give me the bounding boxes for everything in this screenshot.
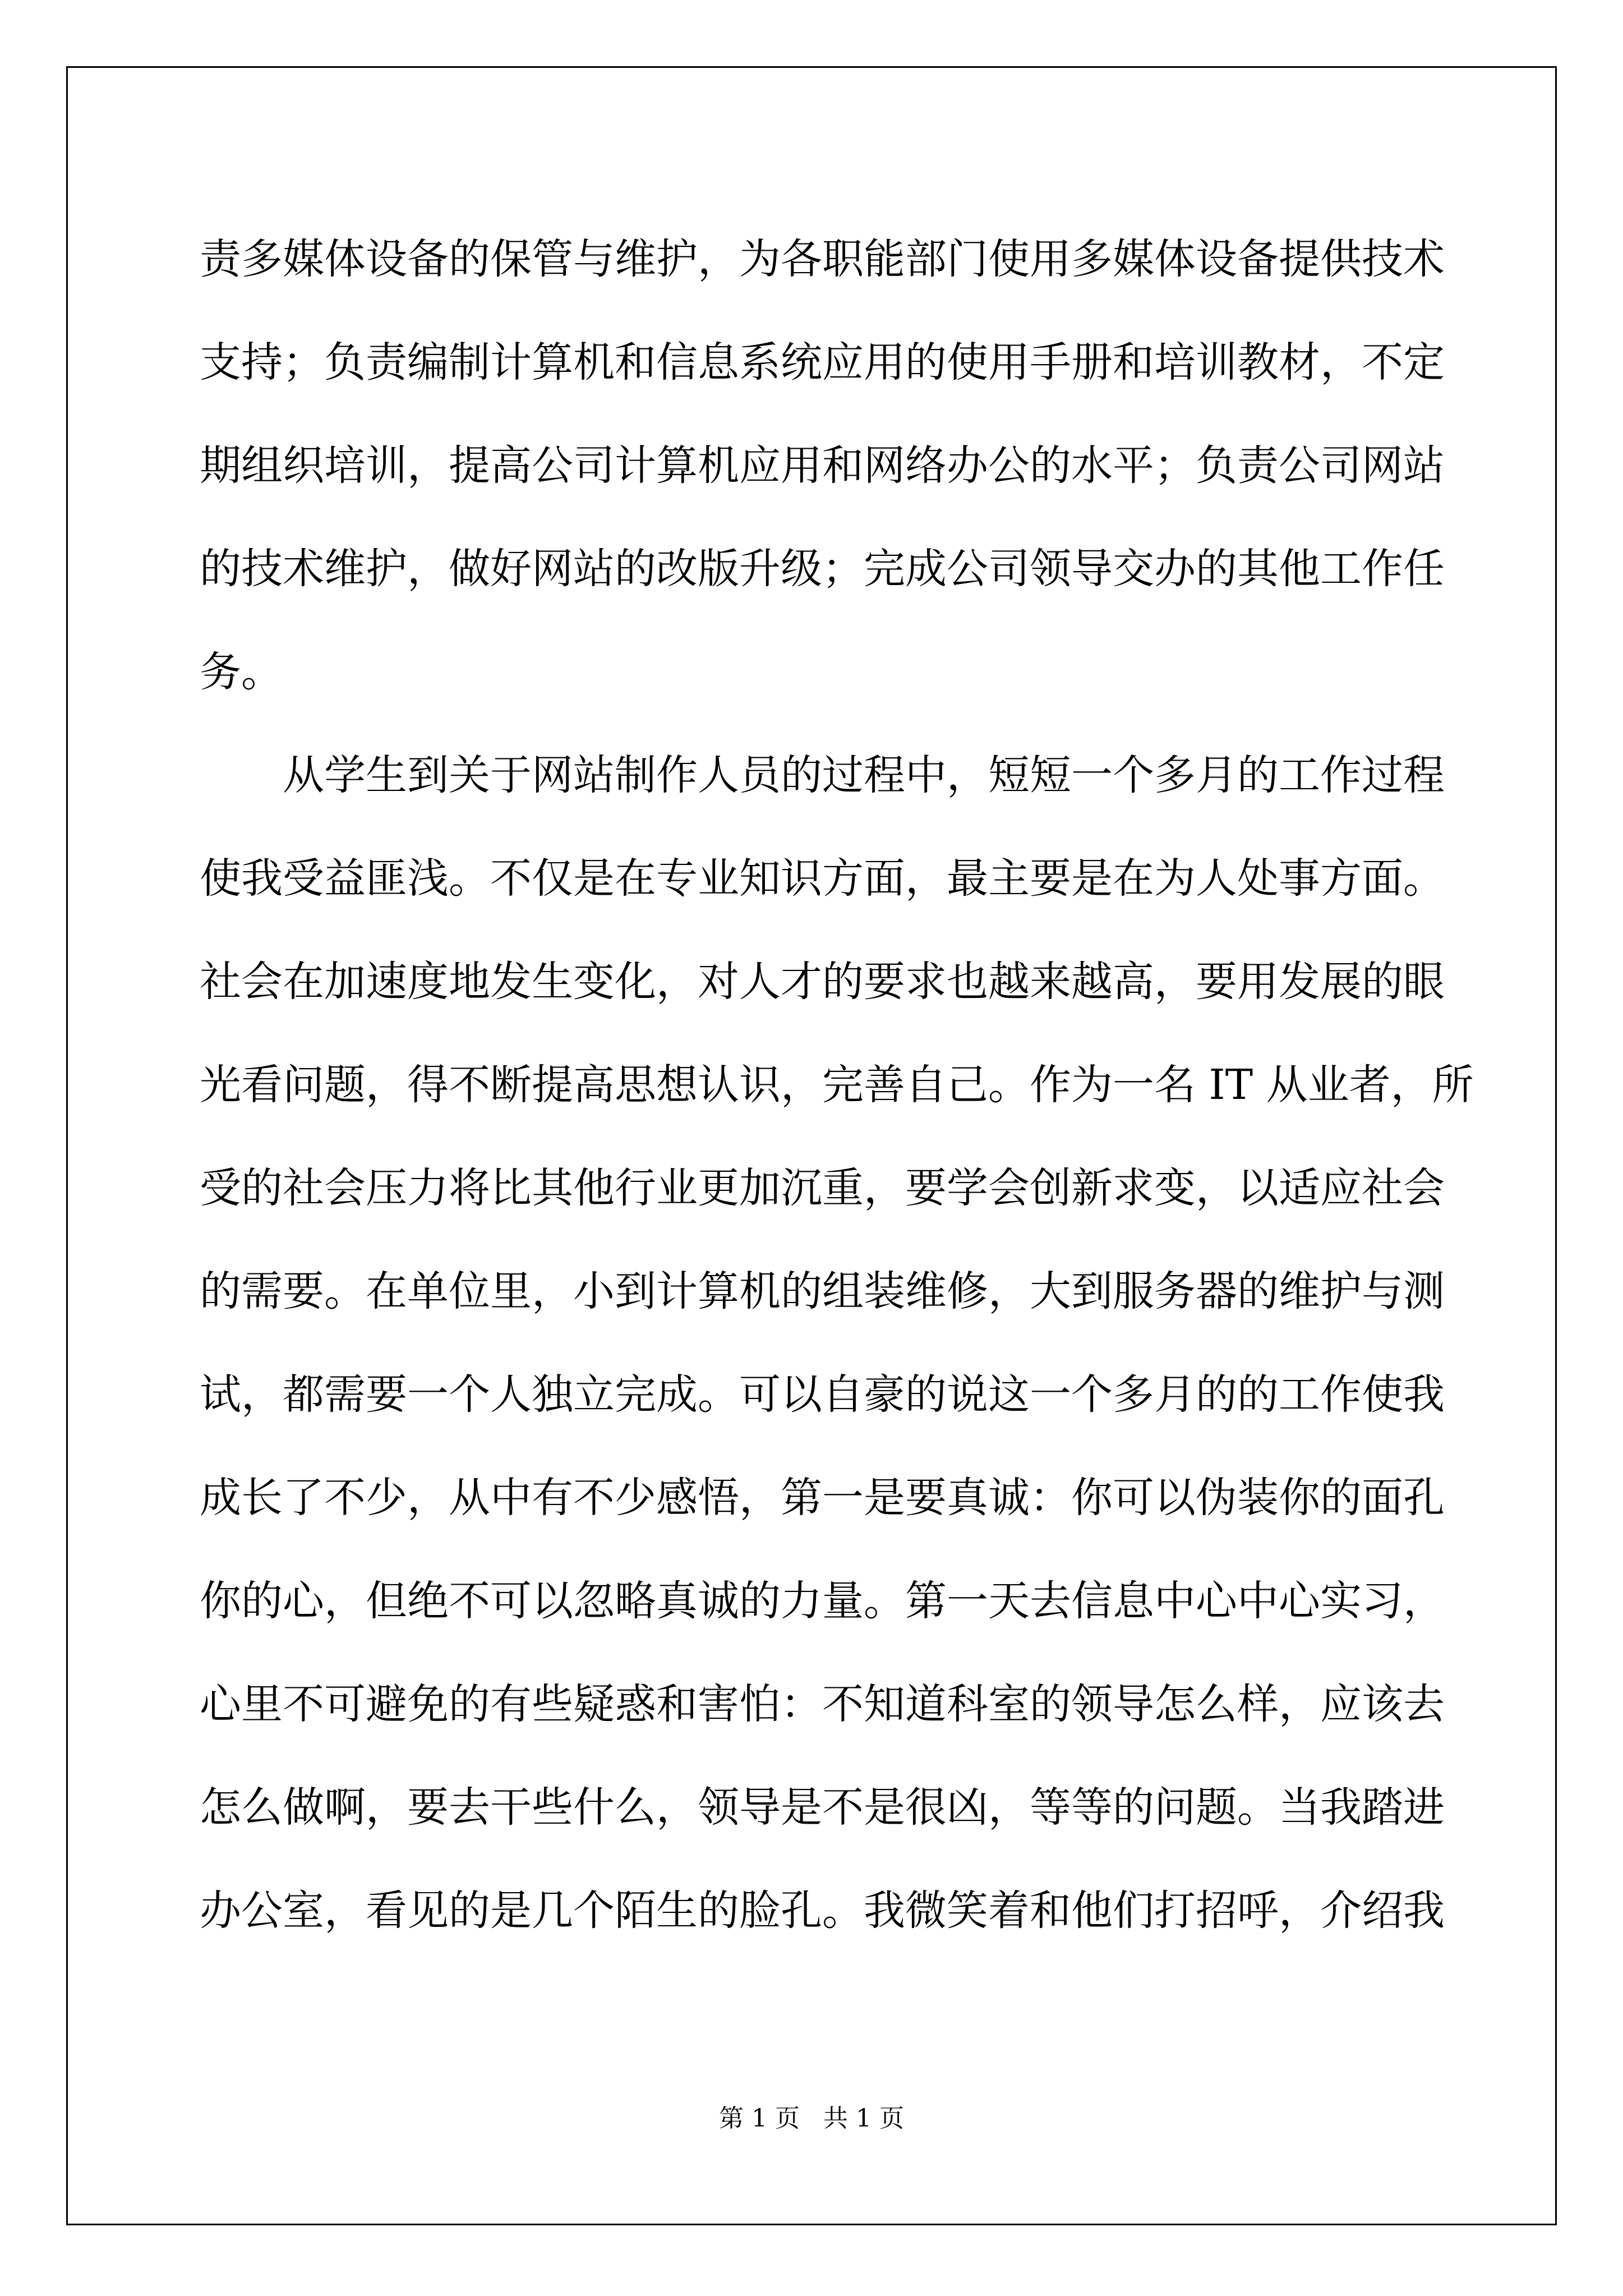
text-line: 成长了不少，从中有不少感悟，第一是要真诚：你可以伪装你的面孔 bbox=[200, 1474, 1445, 1522]
text-line: 怎么做啊，要去干些什么，领导是不是很凶，等等的问题。当我踏进 bbox=[200, 1783, 1445, 1832]
text-line: 心里不可避免的有些疑惑和害怕：不知道科室的领导怎么样，应该去 bbox=[200, 1680, 1445, 1728]
text-line: 光看问题，得不断提高思想认识，完善自己。作为一名 IT 从业者，所 bbox=[200, 1061, 1474, 1109]
text-line: 期组织培训，提高公司计算机应用和网络办公的水平；负责公司网站 bbox=[200, 441, 1445, 490]
text-line: 务。 bbox=[200, 648, 283, 696]
text-line: 你的心，但绝不可以忽略真诚的力量。第一天去信息中心中心实习， bbox=[200, 1577, 1445, 1625]
text-line: 的需要。在单位里，小到计算机的组装维修，大到服务器的维护与测 bbox=[200, 1267, 1445, 1315]
document-body bbox=[200, 208, 1474, 1962]
text-line: 责多媒体设备的保管与维护，为各职能部门使用多媒体设备提供技术 bbox=[200, 235, 1445, 283]
text-line: 使我受益匪浅。不仅是在专业知识方面，最主要是在为人处事方面。 bbox=[200, 854, 1445, 903]
text-line: 受的社会压力将比其他行业更加沉重，要学会创新求变，以适应社会 bbox=[200, 1164, 1445, 1212]
text-line: 试，都需要一个人独立完成。可以自豪的说这一个多月的的工作使我 bbox=[200, 1370, 1445, 1419]
text-line: 社会在加速度地发生变化，对人才的要求也越来越高，要用发展的眼 bbox=[200, 958, 1445, 1006]
text-line: 的技术维护，做好网站的改版升级；完成公司领导交办的其他工作任 bbox=[200, 545, 1445, 593]
text-line: 从学生到关于网站制作人员的过程中，短短一个多月的工作过程 bbox=[283, 751, 1445, 799]
page-number-footer: 第 1 页 共 1 页 bbox=[719, 2104, 904, 2133]
text-line: 支持；负责编制计算机和信息系统应用的使用手册和培训教材，不定 bbox=[200, 338, 1445, 386]
text-line: 办公室，看见的是几个陌生的脸孔。我微笑着和他们打招呼，介绍我 bbox=[200, 1887, 1445, 1935]
